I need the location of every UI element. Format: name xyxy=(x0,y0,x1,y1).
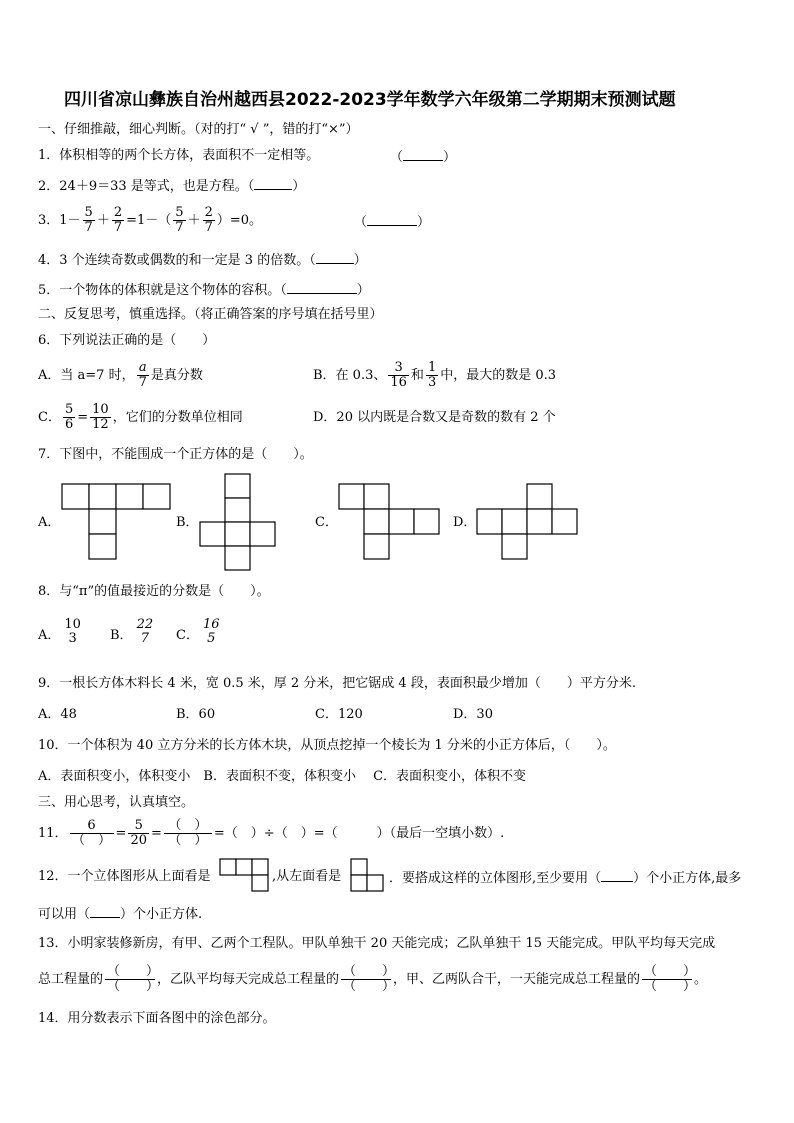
question-10-options[interactable]: A．表面积变小，体积变小 B．表面积不变，体积变小 C．表面积变小，体积不变 xyxy=(38,769,527,784)
question-3: 3．1－ $\frac{5}{7}$ ＋ $\frac{2}{7}$ =1－（ $\frac{5}{7}$ ＋ $\frac{2}{7}$ ）=0。 xyxy=(38,205,263,235)
question-9-option-c[interactable]: C．120 xyxy=(315,707,363,722)
question-9: 9．一根长方体木料长 4 米，宽 0.5 米，厚 2 分米，把它锯成 4 段，表面积最少增加（ ）平方分米. xyxy=(38,676,636,691)
answer-blank[interactable] xyxy=(316,251,354,264)
question-1-answer[interactable]: （ ） xyxy=(390,150,457,165)
question-13-line-1: 13．小明家装修新房，有甲、乙两个工程队。甲队单独干 20 天能完成；乙队单独干 15 天能完成。甲队平均每天完成 xyxy=(38,936,716,951)
answer-blank[interactable] xyxy=(254,177,292,190)
question-12-line-1b: ,从左面看是 xyxy=(272,869,342,884)
fraction: $\frac{6}{( )}$ xyxy=(70,819,114,848)
question-12-line-1c: ．要搭成这样的立体图形,至少要用（ ）个小正方体,最多 xyxy=(389,871,742,886)
fraction: $\frac{5}{7}$ xyxy=(175,205,184,235)
fraction-answer[interactable]: $\frac{( )}{( )}$ xyxy=(644,964,697,994)
question-7-option-a-label[interactable]: A． xyxy=(38,515,61,530)
cube-net-d xyxy=(477,484,581,564)
question-9-option-b[interactable]: B．60 xyxy=(176,707,216,722)
question-9-option-d[interactable]: D．30 xyxy=(453,707,493,722)
question-6-option-c[interactable]: C． $\frac{5}{6}$ = $\frac{10}{12}$ ，它们的分数单位相同 xyxy=(38,402,243,432)
question-1-text: 1．体积相等的两个长方体，表面积不一定相等。 xyxy=(38,148,320,163)
question-5: 5．一个物体的体积就是这个物体的容积。（ ） xyxy=(38,283,370,298)
answer-blank[interactable] xyxy=(403,148,443,161)
question-2-text: 2．24＋9＝33 是等式，也是方程。（ xyxy=(38,179,255,194)
question-6-option-a[interactable]: A．当 a=7 时， $\frac{a}{7}$ 是真分数 xyxy=(38,360,203,390)
fraction: 16 5 xyxy=(202,617,220,646)
section-1-heading: 一、仔细推敲，细心判断。（对的打“ √ ”，错的打“×”） xyxy=(38,122,359,137)
question-6-option-b[interactable]: B．在 0.3、 $\frac{3}{16}$ 和 $\frac{1}{3}$ 中，最大的数是 0.3 xyxy=(313,360,557,390)
fraction: $\frac{3}{16}$ xyxy=(390,360,407,390)
question-7-option-d-label[interactable]: D． xyxy=(453,515,477,530)
question-4: 4．3 个连续奇数或偶数的和一定是 3 的倍数。（ ） xyxy=(38,253,367,268)
section-2-heading: 二、反复思考，慎重选择。（将正确答案的序号填在括号里） xyxy=(38,307,383,322)
question-8-option-a[interactable]: A． 10 3 xyxy=(38,617,81,646)
fraction: $\frac{a}{7}$ xyxy=(138,360,147,390)
answer-blank[interactable] xyxy=(90,905,120,918)
page-title: 四川省凉山彝族自治州越西县2022-2023学年数学六年级第二学期期末预测试题 xyxy=(64,90,676,110)
question-1 xyxy=(38,148,319,164)
question-7: 7．下图中，不能围成一个正方体的是（ ）。 xyxy=(38,447,313,462)
question-7-option-c-label[interactable]: C． xyxy=(315,515,338,530)
question-7-option-b-label[interactable]: B． xyxy=(176,515,199,530)
cube-net-b xyxy=(200,474,278,574)
cube-net-c xyxy=(339,484,443,564)
fraction: 10 3 xyxy=(64,617,81,646)
question-8-option-b[interactable]: B． 22 7 xyxy=(110,617,154,646)
question-13-line-2: 总工程量的 $\frac{( )}{( )}$ ，乙队平均每天完成总工程量的 $\frac{( )}{( )}$ ，甲、乙两队合干，一天能完成总工程量的 $\frac{( )}{( )}$ 。 xyxy=(38,964,708,994)
left-view-figure xyxy=(351,859,387,893)
question-11: 11． $\frac{6}{( )}$ = $\frac{5}{20}$ = $\frac{( )}{( )}$ =（ ）÷（ ）=（ ）（最后一空填小数）. xyxy=(38,818,505,848)
top-view-figure xyxy=(220,859,272,893)
section-3-heading: 三、用心思考，认真填空。 xyxy=(38,795,195,810)
fraction: $\frac{2}{7}$ xyxy=(113,205,123,235)
question-14: 14．用分数表示下面各图中的涂色部分。 xyxy=(38,1011,276,1026)
question-10: 10．一个体积为 40 立方分米的长方体木块，从顶点挖掉一个棱长为 1 分米的小正方体后，（ ）。 xyxy=(38,738,616,753)
fraction-answer[interactable]: $\frac{( )}{( )}$ xyxy=(343,964,396,994)
question-8-option-c[interactable]: C． 16 5 xyxy=(176,617,220,646)
question-6-option-d[interactable]: D．20 以内既是合数又是奇数的数有 2 个 xyxy=(313,410,556,425)
fraction: $\frac{( )}{( )}$ xyxy=(164,819,212,848)
fraction: $\frac{2}{7}$ xyxy=(204,205,213,235)
fraction: $\frac{10}{12}$ xyxy=(92,402,109,432)
question-12-line-1: 12．一个立体图形从上面看是 xyxy=(38,869,211,884)
question-9-option-a[interactable]: A．48 xyxy=(38,707,77,722)
question-6: 6．下列说法正确的是（ ） xyxy=(38,333,216,348)
question-12-line-2: 可以用（ ）个小正方体. xyxy=(38,907,203,922)
fraction: $\frac{1}{3}$ xyxy=(427,360,437,390)
question-2: 2．24＋9＝33 是等式，也是方程。（ ） xyxy=(38,179,306,194)
answer-blank[interactable] xyxy=(367,213,417,226)
fraction: 22 7 xyxy=(136,617,154,646)
fraction: $\frac{5}{20}$ xyxy=(130,818,147,848)
question-8: 8．与“π”的值最接近的分数是（ ）。 xyxy=(38,584,270,599)
answer-blank[interactable] xyxy=(287,281,357,294)
fraction-answer[interactable]: $\frac{( )}{( )}$ xyxy=(107,964,160,994)
fraction: $\frac{5}{6}$ xyxy=(64,402,74,432)
answer-blank[interactable] xyxy=(601,869,633,882)
question-3-answer[interactable]: （ ） xyxy=(354,215,431,230)
cube-net-a xyxy=(62,484,174,560)
fraction: $\frac{5}{7}$ xyxy=(84,205,93,235)
